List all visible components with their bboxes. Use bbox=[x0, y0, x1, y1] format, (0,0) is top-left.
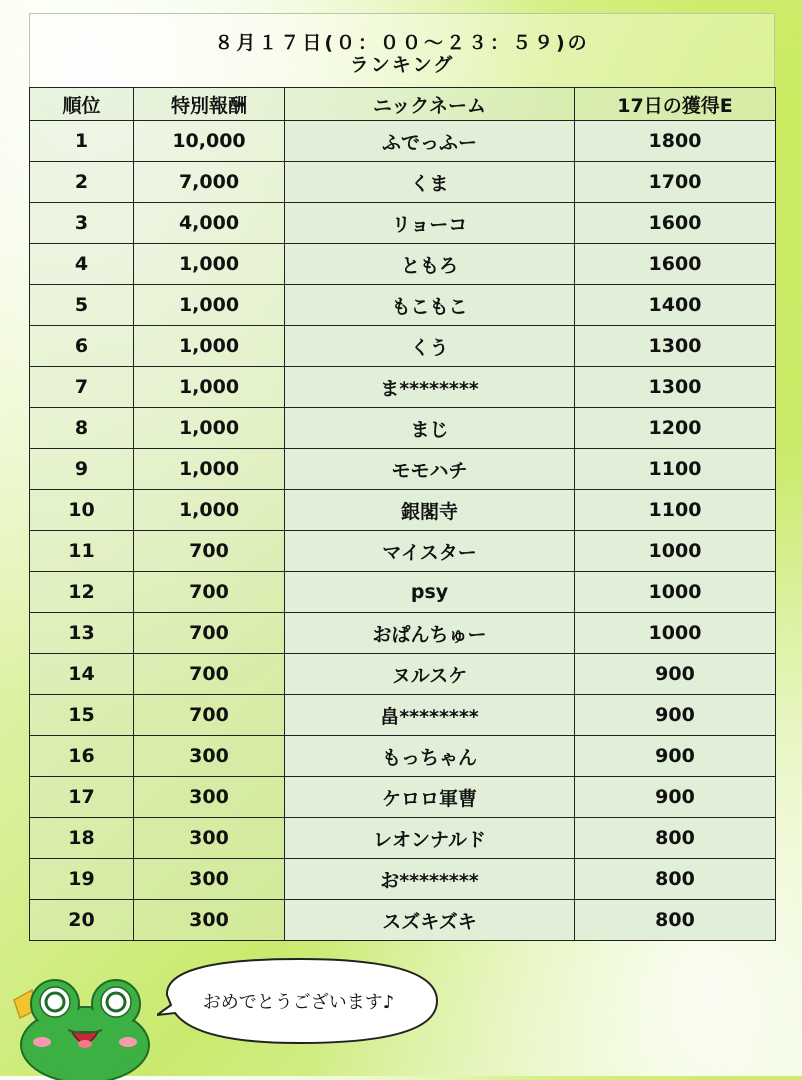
table-row bbox=[30, 695, 776, 736]
nickname-cell: スズキズキ bbox=[285, 900, 575, 941]
reward-cell: 1,000 bbox=[134, 490, 285, 531]
points-cell: 900 bbox=[575, 695, 776, 736]
nickname-cell: くう bbox=[285, 326, 575, 367]
reward-cell: 300 bbox=[134, 736, 285, 777]
reward-cell: 1,000 bbox=[134, 244, 285, 285]
reward-cell: 300 bbox=[134, 818, 285, 859]
nickname-cell: まじ bbox=[285, 408, 575, 449]
table-row bbox=[30, 818, 776, 859]
rank-cell: 5 bbox=[30, 285, 134, 326]
reward-cell: 1,000 bbox=[134, 285, 285, 326]
points-cell: 800 bbox=[575, 900, 776, 941]
header-nickname: ニックネーム bbox=[285, 88, 575, 121]
table-row bbox=[30, 490, 776, 531]
reward-cell: 700 bbox=[134, 531, 285, 572]
points-cell: 1000 bbox=[575, 613, 776, 654]
reward-cell: 1,000 bbox=[134, 367, 285, 408]
rank-cell: 17 bbox=[30, 777, 134, 818]
table-row bbox=[30, 654, 776, 695]
reward-cell: 700 bbox=[134, 654, 285, 695]
points-cell: 900 bbox=[575, 654, 776, 695]
points-cell: 900 bbox=[575, 736, 776, 777]
nickname-cell: もっちゃん bbox=[285, 736, 575, 777]
rank-cell: 3 bbox=[30, 203, 134, 244]
reward-cell: 700 bbox=[134, 613, 285, 654]
nickname-cell: モモハチ bbox=[285, 449, 575, 490]
table-row bbox=[30, 203, 776, 244]
points-cell: 1000 bbox=[575, 531, 776, 572]
points-cell: 1300 bbox=[575, 367, 776, 408]
nickname-cell: 畠******** bbox=[285, 695, 575, 736]
nickname-cell: ふでっふー bbox=[285, 121, 575, 162]
rank-cell: 19 bbox=[30, 859, 134, 900]
reward-cell: 4,000 bbox=[134, 203, 285, 244]
reward-cell: 300 bbox=[134, 777, 285, 818]
nickname-cell: レオンナルド bbox=[285, 818, 575, 859]
points-cell: 1600 bbox=[575, 203, 776, 244]
table-row bbox=[30, 736, 776, 777]
rank-cell: 4 bbox=[30, 244, 134, 285]
nickname-cell: リョーコ bbox=[285, 203, 575, 244]
points-cell: 1000 bbox=[575, 572, 776, 613]
rank-cell: 16 bbox=[30, 736, 134, 777]
table-row bbox=[30, 244, 776, 285]
rank-cell: 15 bbox=[30, 695, 134, 736]
rank-cell: 12 bbox=[30, 572, 134, 613]
table-row bbox=[30, 326, 776, 367]
ranking-rows bbox=[30, 121, 776, 941]
ranking-title bbox=[29, 13, 775, 87]
table-row bbox=[30, 285, 776, 326]
table-row bbox=[30, 162, 776, 203]
rank-cell: 1 bbox=[30, 121, 134, 162]
congratulations-message: おめでとうございます♪ bbox=[202, 992, 395, 1013]
reward-cell: 1,000 bbox=[134, 408, 285, 449]
table-row bbox=[30, 367, 776, 408]
rank-cell: 11 bbox=[30, 531, 134, 572]
nickname-cell: ケロロ軍曹 bbox=[285, 777, 575, 818]
nickname-cell: もこもこ bbox=[285, 285, 575, 326]
points-cell: 1800 bbox=[575, 121, 776, 162]
rank-cell: 7 bbox=[30, 367, 134, 408]
table-row bbox=[30, 613, 776, 654]
table-row bbox=[30, 572, 776, 613]
rank-cell: 6 bbox=[30, 326, 134, 367]
title-ranking: ランキング bbox=[349, 54, 455, 76]
reward-cell: 10,000 bbox=[134, 121, 285, 162]
rank-cell: 13 bbox=[30, 613, 134, 654]
points-cell: 1400 bbox=[575, 285, 776, 326]
points-cell: 1200 bbox=[575, 408, 776, 449]
frog-mascot-icon bbox=[10, 970, 160, 1080]
nickname-cell: マイスター bbox=[285, 531, 575, 572]
points-cell: 1300 bbox=[575, 326, 776, 367]
table-row bbox=[30, 408, 776, 449]
table-row bbox=[30, 777, 776, 818]
points-cell: 1100 bbox=[575, 490, 776, 531]
table-row bbox=[30, 900, 776, 941]
points-cell: 1600 bbox=[575, 244, 776, 285]
table-row bbox=[30, 531, 776, 572]
points-cell: 800 bbox=[575, 818, 776, 859]
rank-cell: 8 bbox=[30, 408, 134, 449]
table-row bbox=[30, 121, 776, 162]
reward-cell: 300 bbox=[134, 859, 285, 900]
nickname-cell: psy bbox=[285, 572, 575, 613]
ranking-board bbox=[29, 13, 775, 941]
nickname-cell: お******** bbox=[285, 859, 575, 900]
header-points: 17日の獲得E bbox=[575, 88, 776, 121]
reward-cell: 1,000 bbox=[134, 449, 285, 490]
points-cell: 900 bbox=[575, 777, 776, 818]
points-cell: 800 bbox=[575, 859, 776, 900]
rank-cell: 20 bbox=[30, 900, 134, 941]
table-header-row bbox=[30, 88, 776, 121]
nickname-cell: ま******** bbox=[285, 367, 575, 408]
points-cell: 1700 bbox=[575, 162, 776, 203]
reward-cell: 700 bbox=[134, 572, 285, 613]
nickname-cell: ヌルスケ bbox=[285, 654, 575, 695]
header-reward: 特別報酬 bbox=[134, 88, 285, 121]
reward-cell: 700 bbox=[134, 695, 285, 736]
ranking-table bbox=[29, 87, 776, 941]
reward-cell: 7,000 bbox=[134, 162, 285, 203]
rank-cell: 14 bbox=[30, 654, 134, 695]
reward-cell: 1,000 bbox=[134, 326, 285, 367]
table-row bbox=[30, 859, 776, 900]
nickname-cell: 銀閣寺 bbox=[285, 490, 575, 531]
table-row bbox=[30, 449, 776, 490]
title-date-range: ８月１７日(０：００～２３：５９)の bbox=[214, 32, 590, 54]
nickname-cell: おぱんちゅー bbox=[285, 613, 575, 654]
rank-cell: 18 bbox=[30, 818, 134, 859]
rank-cell: 2 bbox=[30, 162, 134, 203]
rank-cell: 10 bbox=[30, 490, 134, 531]
header-rank: 順位 bbox=[30, 88, 134, 121]
nickname-cell: くま bbox=[285, 162, 575, 203]
points-cell: 1100 bbox=[575, 449, 776, 490]
reward-cell: 300 bbox=[134, 900, 285, 941]
rank-cell: 9 bbox=[30, 449, 134, 490]
nickname-cell: ともろ bbox=[285, 244, 575, 285]
